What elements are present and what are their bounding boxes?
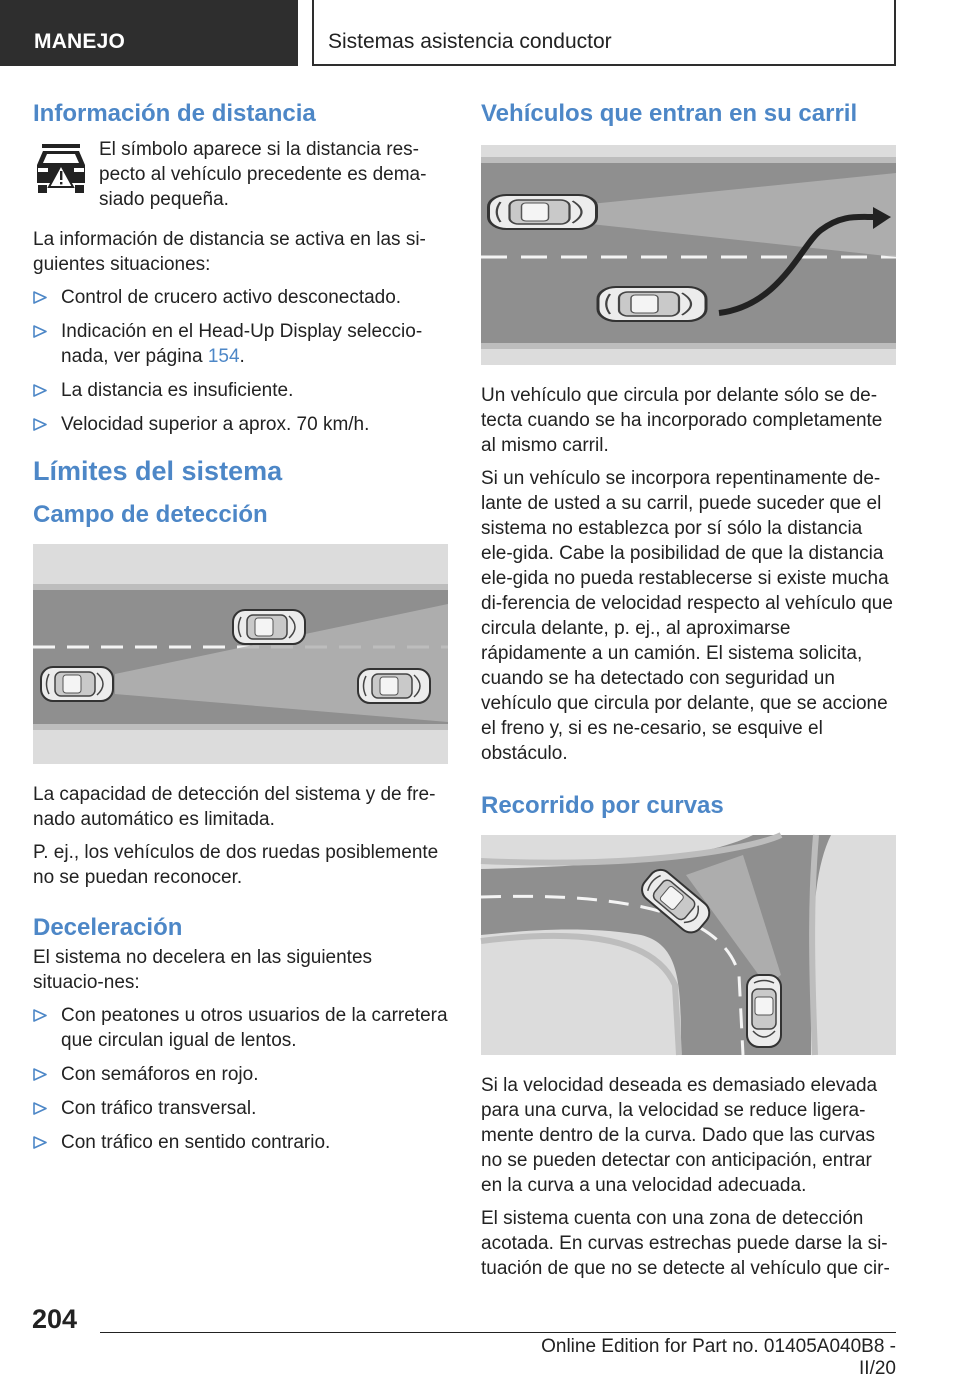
system-limits-heading: Límites del sistema xyxy=(33,455,283,486)
edition-note: Online Edition for Part no. 01405A040B8 - II/20 xyxy=(541,1336,896,1379)
list-item: Con tráfico en sentido contrario. xyxy=(33,1130,448,1155)
list-item: Velocidad superior a aprox. 70 km/h. xyxy=(33,412,448,437)
deceleration-list xyxy=(33,1003,448,1155)
distance-warning-car-icon xyxy=(33,141,89,197)
left-column xyxy=(33,100,448,1164)
triangle-bullet-icon xyxy=(33,1136,47,1149)
entering-vehicle-illustration xyxy=(481,145,896,365)
triangle-bullet-icon xyxy=(33,291,47,304)
chapter-title: Sistemas asistencia conductor xyxy=(312,0,896,66)
list-item: La distancia es insuficiente. xyxy=(33,378,448,403)
distance-intro: La información de distancia se activa en las si-guientes situaciones: xyxy=(33,228,426,275)
detection-text-2: P. ej., los vehículos de dos ruedas posiblemente no se puedan reconocer. xyxy=(33,841,439,888)
list-item: Con tráfico transversal. xyxy=(33,1096,448,1121)
curves-text-1: Si la velocidad deseada es demasiado elevada para una curva, la velocidad se reduce ligera-mente dentro de la curva. Dado que las curvas no se pueden detectar con anticipación, entrar en la curva a una velocidad adecuada. xyxy=(481,1074,878,1196)
list-item: Con semáforos en rojo. xyxy=(33,1062,448,1087)
right-column xyxy=(481,100,896,1289)
detection-field-heading: Campo de detección xyxy=(33,501,268,529)
distance-symbol-text: El símbolo aparece si la distancia res-pecto al vehículo precedente es dema-siado pequeña. xyxy=(99,138,427,210)
section-tab: MANEJO xyxy=(0,0,298,66)
triangle-bullet-icon xyxy=(33,325,47,338)
list-item: Indicación en el Head-Up Display seleccio-nada, ver página 154. xyxy=(33,319,448,369)
entering-text-2: Si un vehículo se incorpora repentinamente de-lante de usted a su carril, puede suceder que el sistema no establezca por sí sólo la distancia ele-gida. Cabe la posibilidad de que la distancia ele-gida no pueda restablecerse si existe mucha di-ferencia de velocidad respecto al vehículo que circula delante, p. ej., al aproximarse rápidamente a un camión. El sistema solicita, cuando se ha detectado con seguridad un vehículo que circula por delante, que se accione el freno y, si es ne-cesario, se esquive el obstáculo. xyxy=(481,467,893,764)
page-number: 204 xyxy=(32,1304,78,1334)
triangle-bullet-icon xyxy=(33,1068,47,1081)
entering-text-1: Un vehículo que circula por delante sólo se de-tecta cuando se ha incorporado completamente al mismo carril. xyxy=(481,384,883,456)
curves-text-2: El sistema cuenta con una zona de detección acotada. En curvas estrechas puede darse la si-tuación de que no se detecte al vehículo que cir- xyxy=(481,1207,890,1279)
triangle-bullet-icon xyxy=(33,384,47,397)
detection-text-1: La capacidad de detección del sistema y de fre-nado automático es limitada. xyxy=(33,783,436,830)
distance-symbol-block xyxy=(33,137,448,217)
deceleration-heading: Deceleración xyxy=(33,913,183,941)
deceleration-intro: El sistema no decelera en las siguientes situacio-nes: xyxy=(33,946,373,993)
footer-divider xyxy=(100,1332,896,1333)
triangle-bullet-icon xyxy=(33,418,47,431)
triangle-bullet-icon xyxy=(33,1102,47,1115)
page-reference-link[interactable]: 154 xyxy=(207,345,240,367)
detection-field-illustration xyxy=(33,544,448,764)
list-item: Con peatones u otros usuarios de la carretera que circulan igual de lentos. xyxy=(33,1003,448,1053)
curves-heading: Recorrido por curvas xyxy=(481,791,724,819)
curve-illustration xyxy=(481,835,896,1055)
info-distance-heading: Información de distancia xyxy=(33,100,316,127)
triangle-bullet-icon xyxy=(33,1009,47,1022)
entering-vehicles-heading: Vehículos que entran en su carril xyxy=(481,100,858,127)
distance-conditions-list xyxy=(33,285,448,437)
list-item: Control de crucero activo desconectado. xyxy=(33,285,448,310)
